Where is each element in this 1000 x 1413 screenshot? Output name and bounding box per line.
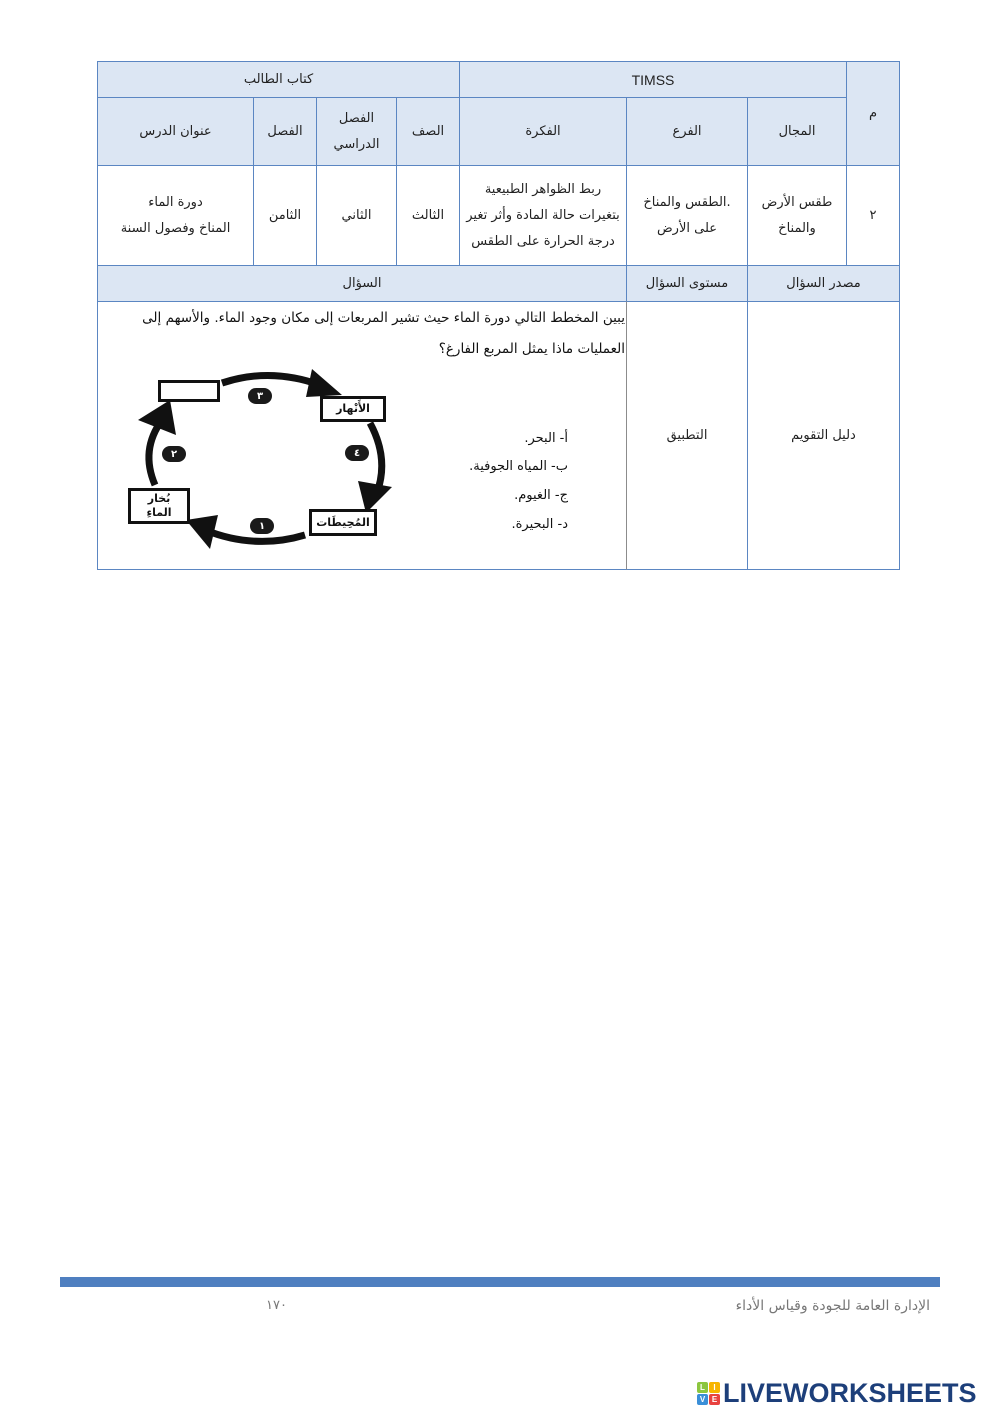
row-idea-line3: درجة الحرارة على الطقس [471,233,615,249]
header-number-label: م [868,105,878,121]
question-level-value: التطبيق [666,427,708,443]
tile-v: V [697,1394,708,1405]
header-lesson-title-label: عنوان الدرس [139,123,212,139]
liveworksheets-logo[interactable] [697,1378,977,1408]
water-cycle-diagram [120,365,400,555]
header-chapter-label: الفصل [267,123,303,139]
arrow-number-3 [248,388,272,404]
row-number-value: ٢ [869,207,877,223]
option-b[interactable]: ب- المياه الجوفية. [469,459,568,474]
footer-organization: الإدارة العامة للجودة وقياس الأداء [735,1298,930,1314]
row-lesson-line1: دورة الماء [148,194,203,210]
liveworksheets-brand: LIVEWORKSHEETS [723,1377,977,1408]
header-domain [747,97,847,166]
row-domain [747,165,847,266]
diagram-oceans-label: المُحِيطَات [316,515,370,529]
arrow-number-1 [250,518,274,534]
footer-divider-bar [60,1277,940,1287]
header-chapter [253,97,317,166]
header-student-book [97,61,460,98]
question-source [747,301,900,570]
diagram-vapor-line2: الماءِ [146,506,172,519]
row-lesson-title [97,165,254,266]
diagram-rivers-label: الأَنْهار [336,402,370,415]
row-branch-line2: على الأرض [656,220,718,236]
arrow-number-2-label: ٢ [170,448,178,460]
header-question-level [626,265,748,302]
header-idea-label: الفكرة [525,123,561,139]
row-number [846,165,900,266]
header-question [97,265,627,302]
header-semester-line2: الدراسي [333,136,380,152]
tile-l: L [697,1382,708,1393]
header-branch [626,97,748,166]
header-student-book-label: كتاب الطالب [243,71,314,87]
question-level [626,301,748,570]
header-idea [459,97,627,166]
header-domain-label: المجال [778,123,816,139]
arrow-number-2 [162,446,186,462]
header-question-source-label: مصدر السؤال [786,275,861,291]
option-c[interactable]: ج- الغيوم. [514,488,568,503]
row-idea-line1: ربط الظواهر الطبيعية [484,181,602,197]
diagram-vapor-line1: بُخار [147,492,171,505]
header-question-label: السؤال [342,275,382,291]
header-semester-line1: الفصل [338,110,375,126]
header-branch-label: الفرع [672,123,702,139]
question-text-line2: العمليات ماذا يمثل المربع الفارغ؟ [438,341,625,357]
arrow-number-4 [345,445,369,461]
live-tiles-icon [697,1382,720,1405]
question-source-value: دليل التقويم [791,427,856,443]
option-a[interactable]: أ- البحر. [524,431,568,446]
tile-i: I [709,1382,720,1393]
diagram-vapor-box [128,488,190,524]
row-branch [626,165,748,266]
row-semester [316,165,397,266]
row-grade [396,165,460,266]
row-idea-line2: بتغيرات حالة المادة وأثر تغير [466,207,620,223]
header-semester [316,97,397,166]
page-number: ١٧٠ [266,1298,287,1313]
arrow-number-4-label: ٤ [353,447,361,459]
option-d[interactable]: د- البحيرة. [511,517,568,532]
arrow-number-3-label: ٣ [256,390,264,402]
row-semester-value: الثاني [341,207,372,223]
diagram-oceans-box [309,509,377,536]
row-chapter [253,165,317,266]
row-grade-value: الثالث [411,207,445,223]
row-domain-line2: والمناخ [778,220,816,236]
header-grade-label: الصف [411,123,445,139]
row-chapter-value: الثامن [268,207,302,223]
row-idea [459,165,627,266]
question-text-line1: يبين المخطط التالي دورة الماء حيث تشير المربعات إلى مكان وجود الماء. والأسهم إلى [142,310,625,326]
diagram-rivers-box [320,396,386,422]
row-domain-line1: طقس الأرض [761,194,833,210]
row-lesson-line2: المناخ وفصول السنة [120,220,231,236]
row-branch-line1: .الطقس والمناخ [643,194,731,210]
diagram-empty-box [158,380,220,402]
header-number [846,61,900,166]
header-question-source [747,265,900,302]
header-grade [396,97,460,166]
header-lesson-title [97,97,254,166]
header-timss-label: TIMSS [631,71,675,88]
arrow-number-1-label: ١ [258,520,266,532]
tile-e: E [709,1394,720,1405]
header-timss [459,61,847,98]
header-question-level-label: مستوى السؤال [645,275,729,291]
